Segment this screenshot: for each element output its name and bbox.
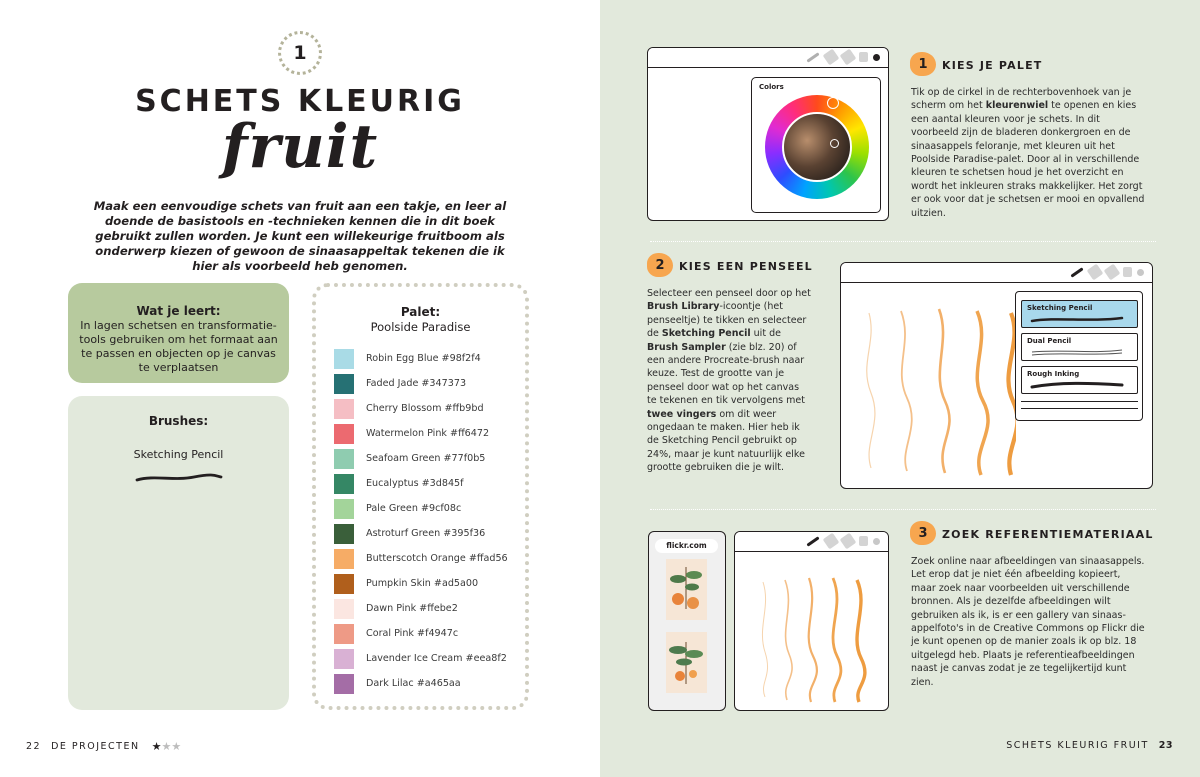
color-circle-icon[interactable] — [873, 54, 880, 61]
palette-name: Poolside Paradise — [370, 320, 471, 334]
brush-stroke-icon — [134, 471, 224, 485]
brush-library-panel — [1015, 291, 1143, 421]
learn-box — [68, 283, 289, 383]
flickr-url[interactable]: flickr.com — [655, 539, 718, 553]
page-title: SCHETS KLEURIG — [135, 84, 465, 119]
swatch-label: Dark Lilac #a465aa — [366, 678, 461, 689]
brush-icon[interactable] — [806, 52, 819, 62]
swatch-label: Seafoam Green #77f0b5 — [366, 453, 486, 464]
brushes-heading: Brushes: — [148, 414, 209, 428]
footer-right — [1006, 740, 1173, 751]
palette-box — [312, 283, 529, 710]
layers-icon[interactable] — [859, 536, 868, 546]
smudge-icon[interactable] — [1087, 264, 1104, 281]
color-wheel[interactable] — [765, 95, 869, 199]
divider-2 — [650, 509, 1156, 510]
swatch-row — [334, 496, 508, 521]
step-2-badge: 2 — [647, 253, 673, 277]
swatch-row — [334, 421, 508, 446]
page-title-script: fruit — [221, 112, 379, 182]
step-1-heading: KIES JE PALET — [942, 59, 1043, 72]
saturation-handle[interactable] — [830, 139, 839, 148]
colors-popover — [751, 77, 881, 213]
orange-branch-image — [666, 559, 707, 620]
swatch-row — [334, 521, 508, 546]
color-circle-icon[interactable] — [873, 538, 880, 545]
page-number-right: 23 — [1158, 740, 1173, 751]
swatch-label: Pale Green #9cf08c — [366, 503, 462, 514]
step-1-text: Tik op de cirkel in de rechterbovenhoek van je scherm om het kleurenwiel te openen en kies een aantal kleuren voor je schets. In dit voorbeeld zijn de bladeren donkergroen en de sinaasappels feloranje, met kleuren uit het Poolside Paradise-palet. Door al in verschillende kleuren te schetsen houd je het overzicht en wordt het inkleuren straks makkelijker. Het zorgt er ook voor dat je schetsen er mooi en opvallend uitzien. — [911, 87, 1145, 219]
swatch-color — [334, 474, 354, 494]
swatch-color — [334, 424, 354, 444]
swatch-row — [334, 471, 508, 496]
swatch-color — [334, 649, 354, 669]
step-2-heading: KIES EEN PENSEEL — [679, 260, 813, 273]
swatch-row — [334, 596, 508, 621]
orange-tree-image — [666, 632, 707, 693]
divider-1 — [650, 241, 1156, 242]
swatch-row — [334, 571, 508, 596]
brush-item-sketching-pencil[interactable]: Sketching Pencil — [1021, 300, 1138, 328]
swatch-label: Butterscotch Orange #ffad56 — [366, 553, 508, 564]
swatch-color — [334, 349, 354, 369]
reference-image-1[interactable] — [666, 559, 707, 620]
swatch-label: Lavender Ice Cream #eea8f2 — [366, 653, 507, 664]
swatch-color — [334, 449, 354, 469]
swatch-label: Dawn Pink #ffebe2 — [366, 603, 458, 614]
swatch-label: Pumpkin Skin #ad5a00 — [366, 578, 479, 589]
layers-icon[interactable] — [859, 52, 868, 62]
swatch-color — [334, 399, 354, 419]
swatch-color — [334, 599, 354, 619]
color-circle-icon[interactable] — [1137, 269, 1144, 276]
section-label: DE PROJECTEN — [51, 741, 140, 752]
swatch-label: Astroturf Green #395f36 — [366, 528, 486, 539]
swatch-color — [334, 499, 354, 519]
step-3-text: Zoek online naar afbeeldingen van sinaasappels. Let erop dat je niet één afbeelding kopieert, maar zoek naar voorbeelden uit verschillende bronnen. Als je dezelfde afbeeldingen wilt gebruiken als ik, is er een gallery van sinaas-appelfoto's in de Creative Commons op Flickr die je kunt openen op de manier zoals ik op blz. 18 uitgelegd heb. Plaats je referentieafbeeldingen naast je canvas zodat je ze tegelijkertijd kunt zien. — [911, 556, 1145, 688]
project-number-badge: 1 — [278, 31, 322, 75]
swatch-label: Watermelon Pink #ff6472 — [366, 428, 490, 439]
swatch-color — [334, 674, 354, 694]
swatch-row — [334, 646, 508, 671]
test-strokes — [735, 552, 889, 710]
smudge-icon[interactable] — [823, 49, 840, 66]
brush-item-rough-inking[interactable]: Rough Inking — [1021, 366, 1138, 394]
brush-preview-icon — [1030, 313, 1130, 325]
swatch-row — [334, 371, 508, 396]
eraser-icon[interactable] — [840, 533, 857, 550]
colors-label: Colors — [759, 83, 784, 91]
list-line — [1021, 401, 1138, 402]
brush-name: Sketching Pencil — [133, 448, 224, 461]
reference-browser — [648, 531, 726, 711]
brush-icon[interactable] — [1070, 267, 1083, 277]
brushes-box — [68, 396, 289, 710]
intro-text: Maak een eenvoudige schets van fruit aan een takje, en leer al doende de basistools en -technieken kennen die in dit boek gebruikt zullen worden. Je kunt een willekeurige fruitboom als onderwerp kiezen of gewoon de sinaasappeltak tekenen die ik hier als voorbeeld heb genomen. — [93, 199, 507, 273]
swatch-label: Cherry Blossom #ffb9bd — [366, 403, 484, 414]
procreate-window-3 — [734, 531, 889, 711]
test-strokes — [841, 283, 1016, 488]
swatch-color — [334, 524, 354, 544]
swatch-row — [334, 671, 508, 696]
swatch-label: Coral Pink #f4947c — [366, 628, 459, 639]
swatch-list — [334, 346, 508, 696]
swatch-label: Faded Jade #347373 — [366, 378, 467, 389]
smudge-icon[interactable] — [823, 533, 840, 550]
hue-handle[interactable] — [827, 97, 839, 109]
step-3-badge: 3 — [910, 521, 936, 545]
swatch-label: Eucalyptus #3d845f — [366, 478, 464, 489]
swatch-row — [334, 546, 508, 571]
swatch-row — [334, 446, 508, 471]
swatch-label: Robin Egg Blue #98f2f4 — [366, 353, 481, 364]
eraser-icon[interactable] — [1104, 264, 1121, 281]
difficulty-stars-icon: ★★★ — [151, 740, 182, 753]
layers-icon[interactable] — [1123, 267, 1132, 277]
swatch-color — [334, 624, 354, 644]
swatch-row — [334, 346, 508, 371]
swatch-row — [334, 621, 508, 646]
color-disc[interactable] — [782, 112, 852, 182]
brush-preview-icon — [1030, 346, 1130, 358]
page-number-left: 22 — [26, 741, 42, 752]
brush-preview-icon — [1030, 379, 1130, 391]
chapter-label: SCHETS KLEURIG FRUIT — [1006, 740, 1149, 751]
swatch-color — [334, 374, 354, 394]
learn-heading: Wat je leert: — [136, 304, 221, 318]
step-1-badge: 1 — [910, 52, 936, 76]
reference-image-2[interactable] — [666, 632, 707, 693]
toolbar — [841, 263, 1152, 283]
swatch-row — [334, 396, 508, 421]
toolbar — [648, 48, 888, 68]
brush-item-dual-pencil[interactable]: Dual Pencil — [1021, 333, 1138, 361]
step-2-text: Selecteer een penseel door op het Brush Library-icoontje (het penseeltje) te tikken en selecteer de Sketching Pencil uit de Brush Sampler (zie blz. 20) of een andere Procreate-brush naar keuze. Test de grootte van je penseel door wat op het canvas te tekenen en tik vervolgens met twee vingers om dit weer ongedaan te maken. Hier heb ik de Sketching Pencil gebruikt op 24%, maar je kunt natuurlijk elke grootte gebruiken die je wilt. — [647, 288, 811, 474]
swatch-color — [334, 549, 354, 569]
footer-left — [26, 740, 181, 753]
list-line — [1021, 408, 1138, 409]
palette-heading: Palet: — [400, 305, 441, 319]
eraser-icon[interactable] — [840, 49, 857, 66]
learn-text: In lagen schetsen en transformatie-tools gebruiken om het formaat aan te passen en objecten op je canvas te verplaatsen — [79, 319, 278, 374]
toolbar — [735, 532, 888, 552]
swatch-color — [334, 574, 354, 594]
brush-icon[interactable] — [806, 536, 819, 546]
step-3-heading: ZOEK REFERENTIEMATERIAAL — [942, 528, 1154, 541]
